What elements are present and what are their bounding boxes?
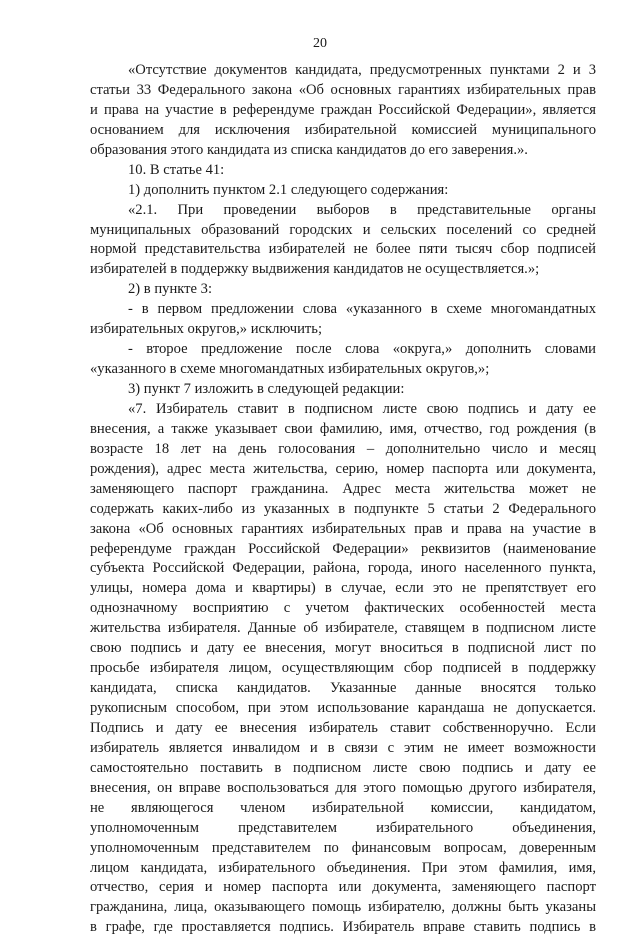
text-line: гражданина, лица, оказывающего помощь избирателю, должны быть указаны — [90, 899, 596, 916]
text-line: основанием для исключения избирательной комиссией муниципального — [90, 121, 596, 138]
text-line: кандидата, списка кандидатов. Указанные данные вносятся только — [90, 680, 596, 697]
text-line: - в первом предложении слова «указанного в схеме многомандатных — [128, 301, 596, 318]
text-line: в графе, где проставляется подпись. Избиратель вправе ставить подпись в — [90, 919, 596, 936]
text-line: референдуме граждан Российской Федерации» реквизитов (наименование — [90, 540, 596, 557]
text-line: муниципальных образований городских и сельских поселений со средней — [90, 221, 596, 238]
text-line: 1) дополнить пунктом 2.1 следующего содержания: — [128, 181, 449, 198]
text-line: 2) в пункте 3: — [128, 281, 213, 298]
text-line: самостоятельно поставить в подписном листе свою подпись и дату ее — [90, 759, 596, 776]
text-line: нормой представительства избирателей не более пяти тысяч сбор подписей — [90, 241, 596, 258]
text-line: жительства избирателя. Данные об избирателе, ставящем в подписном листе — [90, 620, 596, 637]
text-line: - второе предложение после слова «округа,» дополнить словами — [128, 341, 596, 358]
text-line: внесения, а также указывает свои фамилию, имя, отчество, год рождения (в — [90, 420, 596, 437]
text-line: заменяющего паспорт гражданина. Адрес места жительства может не — [90, 480, 596, 497]
text-line: статьи 33 Федерального закона «Об основных гарантиях избирательных прав — [90, 81, 596, 98]
text-line: рождения), адрес места жительства, серию, номер паспорта или документа, — [90, 460, 596, 477]
text-line: свою подпись и дату ее внесения, могут вноситься в подписной лист по — [90, 640, 596, 657]
text-line: избирателей в поддержку выдвижения кандидатов не осуществляется.»; — [90, 261, 540, 278]
text-line: субъекта Российской Федерации, района, города, иного населенного пункта, — [90, 560, 596, 577]
text-line: «Отсутствие документов кандидата, предусмотренных пунктами 2 и 3 — [128, 62, 596, 78]
text-line: уполномоченным представителем избирательного объединения, — [90, 819, 596, 836]
text-line: уполномоченным представителем по финансовым вопросам, доверенным — [90, 839, 596, 856]
text-line: отчество, серия и номер паспорта или документа, заменяющего паспорт — [90, 879, 596, 896]
text-line: 10. В статье 41: — [128, 161, 225, 178]
text-line: Подпись и дату ее внесения избиратель ставит собственноручно. Если — [90, 719, 596, 736]
text-line: избиратель является инвалидом и в связи с этим не имеет возможности — [90, 739, 596, 756]
text-line: 3) пункт 7 изложить в следующей редакции: — [128, 381, 405, 397]
document-body — [90, 61, 596, 938]
text-line: не являющегося членом избирательной комиссии, кандидатом, — [90, 799, 596, 816]
text-line: улицы, номера дома и квартиры) в случае, если это не препятствует его — [90, 580, 596, 597]
text-line: просьбе избирателя лицом, осуществляющим сбор подписей в поддержку — [90, 660, 596, 677]
text-line: рукописным способом, при этом использование карандаша не допускается. — [90, 700, 596, 716]
text-line: внесения, он вправе воспользоваться для этого помощью другого избирателя, — [90, 779, 596, 796]
text-line: «7. Избиратель ставит в подписном листе свою подпись и дату ее — [128, 400, 596, 417]
text-line: однозначному восприятию с учетом фактических особенностей места — [90, 600, 596, 617]
text-line: избирательных округов,» исключить; — [90, 321, 322, 338]
text-line: образования этого кандидата из списка кандидатов до его заверения.». — [90, 141, 528, 158]
text-line: закона «Об основных гарантиях избирательных прав и права на участие в — [90, 520, 596, 537]
text-line: возрасте 18 лет на день голосования – дополнительно число и месяц — [90, 440, 596, 457]
text-line: «2.1. При проведении выборов в представительные органы — [128, 201, 596, 218]
text-line: содержать каких-либо из указанных в подпункте 5 статьи 2 Федерального — [90, 500, 596, 517]
text-line: лицом кандидата, избирательного объединения. При этом фамилия, имя, — [90, 859, 596, 876]
page-number: 20 — [313, 36, 327, 51]
text-line: «указанного в схеме многомандатных избирательных округов,»; — [90, 361, 490, 378]
text-line: и права на участие в референдуме граждан Российской Федерации», является — [90, 101, 596, 118]
